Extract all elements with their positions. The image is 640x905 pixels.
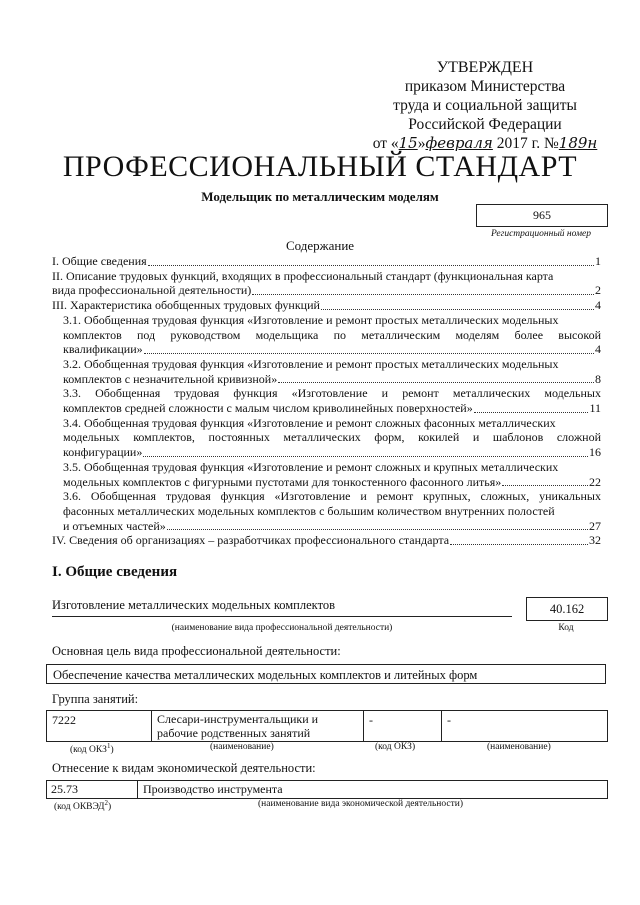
activity-caption: (наименование вида профессиональной деятельности): [171, 623, 393, 633]
toc-item-page: 16: [589, 445, 601, 460]
toc-item-text: фасонных металлических модельных комплектов с большим количеством внутренних полостей: [63, 503, 555, 518]
toc-item-3-6[interactable]: [52, 489, 601, 533]
approved-line-3: труда и социальной защиты: [393, 97, 577, 114]
toc-item-text: IV. Сведения об организациях – разработчиках профессионального стандарта: [52, 533, 450, 548]
date-mid: »: [417, 135, 426, 152]
toc-item-text-last: квалификации»: [63, 342, 143, 357]
toc-item-page: 4: [595, 342, 601, 357]
toc-item-page: 22: [589, 474, 601, 489]
group-table: [46, 710, 608, 742]
group-caption-name-2: (наименование): [487, 742, 551, 752]
group-name-1: Слесари-инструментальщики и рабочие родственных занятий: [157, 712, 319, 740]
toc-item-text-last: вида профессиональной деятельности): [52, 283, 252, 298]
toc-item-text: 3.6. Обобщенная трудовая функция «Изготовление и ремонт крупных, сложных, уникальных: [63, 489, 601, 504]
standard-subtitle: Модельщик по металлическим моделям: [201, 189, 439, 204]
toc-item-text: I. Общие сведения: [52, 254, 147, 268]
okved-caption-code: (код ОКВЭД$^2$): [54, 799, 112, 813]
toc-item-page: 27: [589, 518, 601, 533]
order-number: 189н: [558, 134, 598, 152]
approval-block: [360, 58, 610, 153]
toc-item-text-last: и отъемных частей»: [63, 518, 166, 533]
toc-item-text-last: комплектов с незначительной кривизной»: [63, 371, 278, 386]
date-month: февраля: [425, 134, 493, 152]
code-caption: Код: [558, 623, 574, 633]
section-heading: I. Общие сведения: [52, 564, 178, 580]
toc-item-text: 3.1. Обобщенная трудовая функция «Изготовление и ремонт простых металлических модельных: [63, 312, 559, 327]
group-okz-1: 7222: [52, 713, 76, 727]
registration-number-caption: Регистрационный номер: [490, 229, 592, 239]
group-okz-2: -: [369, 713, 373, 727]
toc-item-page: 11: [589, 401, 601, 416]
activity-name: Изготовление металлических модельных комплектов: [52, 598, 336, 612]
goal-text: Обеспечение качества металлических модельных комплектов и литейных форм: [46, 664, 606, 684]
goal-label: Основная цель вида профессиональной деятельности:: [52, 644, 341, 658]
approved-line-4: Российской Федерации: [408, 116, 562, 133]
table-of-contents: [52, 254, 601, 548]
toc-item-3-4[interactable]: [52, 416, 601, 460]
group-name-2: -: [447, 713, 451, 727]
group-caption-okz-1: (код ОКЗ$^1$): [70, 742, 114, 756]
registration-number-box: 965: [476, 204, 608, 227]
activity-underline: [52, 616, 512, 617]
date-day: 15: [398, 134, 418, 152]
toc-item-3-3[interactable]: [52, 386, 601, 415]
toc-item-text: 3.4. Обобщенная трудовая функция «Изготовление и ремонт сложных фасонных металлических: [63, 415, 556, 430]
toc-item-page: 4: [595, 298, 601, 313]
approved-line-2: приказом Министерства: [404, 78, 566, 95]
toc-item-page: 8: [595, 371, 601, 386]
okved-code: 25.73: [51, 782, 78, 796]
toc-item-page: 32: [589, 533, 601, 548]
toc-item-2[interactable]: [52, 269, 601, 298]
group-caption-okz-2: (код ОКЗ): [375, 742, 416, 752]
date-prefix: от «: [372, 135, 399, 152]
toc-item-text: 3.2. Обобщенная трудовая функция «Изготовление и ремонт простых металлических модельных: [63, 356, 559, 371]
toc-item-text-last: конфигурации»: [63, 445, 143, 460]
okved-caption-name: (наименование вида экономической деятельности): [258, 799, 463, 809]
approved-label: УТВЕРЖДЕН: [436, 59, 534, 76]
toc-item-text: 3.5. Обобщенная трудовая функция «Изготовление и ремонт сложных и крупных металлических: [63, 459, 559, 474]
toc-item-page: 1: [595, 254, 601, 268]
toc-item-text: комплектов под руководством модельщика по металлическим моделям более высокой: [63, 327, 601, 342]
toc-item-3[interactable]: [52, 298, 601, 313]
standard-title: ПРОФЕССИОНАЛЬНЫЙ СТАНДАРТ: [62, 150, 578, 183]
toc-item-text: II. Описание трудовых функций, входящих в профессиональный стандарт (функциональная карта: [52, 268, 554, 283]
toc-item-text: модельных комплектов, постоянных металлических форм, кокилей и шаблонов сложной: [63, 430, 601, 445]
toc-item-1[interactable]: [52, 254, 601, 269]
toc-item-text: 3.3. Обобщенная трудовая функция «Изготовление и ремонт металлических модельных: [63, 386, 601, 401]
toc-item-3-2[interactable]: [52, 357, 601, 386]
okved-name: Производство инструмента: [143, 782, 283, 796]
toc-title: Содержание: [285, 238, 355, 253]
toc-item-text-last: комплектов средней сложности с малым числом криволинейных поверхностей»: [63, 401, 473, 416]
okved-label: Отнесение к видам экономической деятельности:: [52, 761, 316, 775]
toc-item-4[interactable]: [52, 533, 601, 548]
okved-table: [46, 780, 608, 799]
activity-code-box: 40.162: [526, 597, 608, 621]
toc-item-3-5[interactable]: [52, 460, 601, 489]
date-year: 2017 г. №: [492, 135, 559, 152]
toc-item-page: 2: [595, 283, 601, 298]
toc-item-text-last: модельных комплектов с фигурными пустотами для тонкостенного фасонного литья»: [63, 474, 502, 489]
toc-item-text: III. Характеристика обобщенных трудовых функций: [52, 298, 320, 313]
group-label: Группа занятий:: [52, 692, 139, 706]
toc-item-3-1[interactable]: [52, 313, 601, 357]
group-caption-name-1: (наименование): [210, 742, 274, 752]
